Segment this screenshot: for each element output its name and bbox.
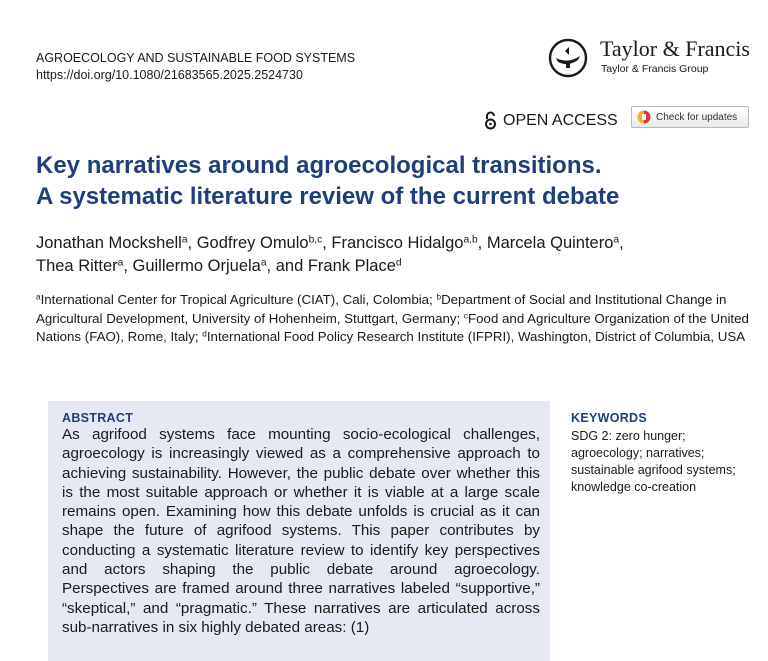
keywords-heading: KEYWORDS [571, 411, 648, 425]
author-affiliation-marker: a [260, 257, 267, 269]
affiliation-marker: d [202, 329, 207, 339]
publisher-logo[interactable] [548, 36, 758, 76]
author-list [36, 232, 756, 278]
author-name[interactable]: Frank Place [307, 257, 396, 275]
abstract-text: As agrifood systems face mounting socio-ecological challenges, agroecology is increasingly viewed as a comprehensive approach to achieving sustainability. However, the public debate over whether this is the most suitable approach or whether it is viable at a large scale remains open. Examining how this debate unfolds is crucial as it can shape the future of agrifood systems. This paper contributes by conducting a systematic literature review to identify key perspectives and actors shaping the public debate around agroecology. Perspectives are framed around three narratives labeled “supportive,” “skeptical,” and “pragmatic.” These narratives are articulated across sub-narratives in six highly debated areas: (1) [62, 426, 540, 636]
open-access-badge [484, 111, 618, 130]
author-name[interactable]: Marcela Quintero [486, 234, 614, 252]
crossmark-icon [637, 110, 651, 124]
check-for-updates-button[interactable] [631, 106, 749, 128]
author-separator: , [619, 234, 624, 252]
title-line-2: A systematic literature review of the current debate [36, 183, 620, 210]
affiliation-marker: a [36, 292, 41, 302]
author-name[interactable]: Francisco Hidalgo [331, 234, 464, 252]
author-affiliation-marker: d [395, 257, 402, 269]
author-name[interactable]: Godfrey Omulo [196, 234, 309, 252]
doi-link[interactable]: https://doi.org/10.1080/21683565.2025.2524730 [36, 68, 303, 82]
keywords-text: SDG 2: zero hunger; agroecology; narratives; sustainable agrifood systems; knowledge co-creation [571, 429, 736, 494]
author-name[interactable]: Jonathan Mockshell [36, 234, 182, 252]
journal-name: AGROECOLOGY AND SUSTAINABLE FOOD SYSTEMS [36, 51, 356, 65]
journal-header [36, 50, 355, 84]
publisher-name: Taylor & Francis [600, 36, 750, 61]
affiliation-marker: b [436, 292, 442, 302]
affiliation-text: Department of Social and Institutional Change in Agricultural Development, University of Hohenheim, Stuttgart, Germany; [36, 292, 727, 326]
check-for-updates-label: Check for updates [656, 111, 738, 123]
author-affiliation-marker: b,c [308, 234, 323, 246]
taylor-francis-lamp-icon [548, 38, 588, 78]
affiliation-text: Food and Agriculture Organization of the United Nations (FAO), Rome, Italy; [36, 310, 749, 344]
author-separator: , [477, 234, 487, 252]
author-affiliation-marker: a [613, 234, 620, 246]
title-line-1: Key narratives around agroecological transitions. [36, 152, 602, 179]
open-lock-icon [484, 111, 497, 130]
author-separator: , [187, 234, 197, 252]
affiliation-text: International Food Policy Research Institute (IFPRI), Washington, District of Columbia, USA [206, 329, 746, 344]
article-title [36, 150, 736, 212]
affiliation-marker: c [463, 310, 469, 320]
author-separator: , and [266, 257, 308, 275]
publisher-group: Taylor & Francis Group [601, 63, 709, 75]
author-separator: , [123, 257, 133, 275]
author-affiliation-marker: a [181, 234, 188, 246]
affiliations [36, 291, 761, 347]
author-affiliation-marker: a,b [463, 234, 478, 246]
open-access-label: OPEN ACCESS [503, 111, 618, 129]
author-affiliation-marker: a [117, 257, 124, 269]
abstract-heading: ABSTRACT [62, 411, 134, 425]
author-separator: , [322, 234, 332, 252]
author-name[interactable]: Guillermo Orjuela [132, 257, 261, 275]
affiliation-text: International Center for Tropical Agriculture (CIAT), Cali, Colombia; [40, 292, 437, 307]
author-name[interactable]: Thea Ritter [36, 257, 118, 275]
